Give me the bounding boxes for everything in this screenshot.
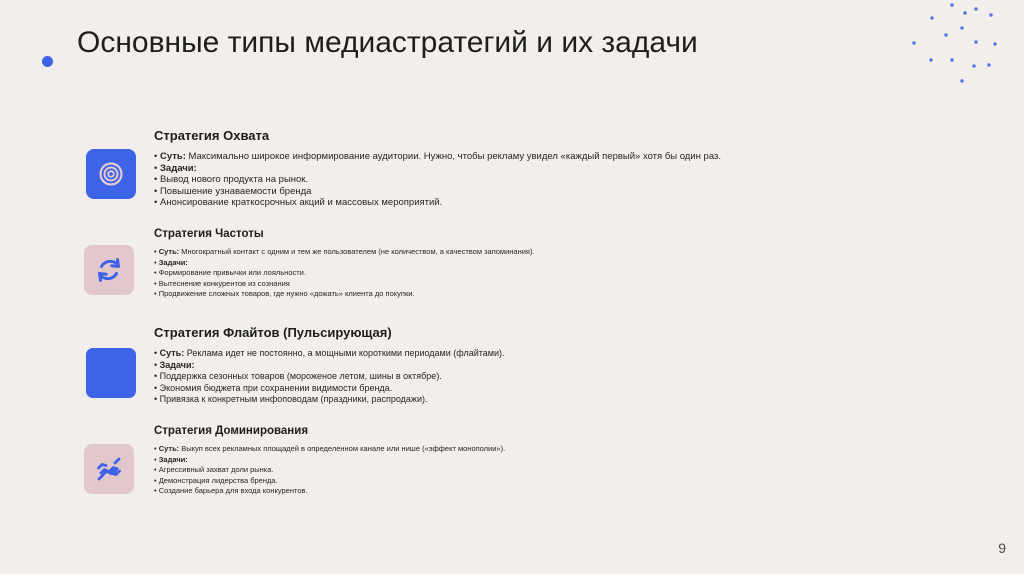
refresh-icon [84, 245, 134, 295]
strategy-title: Стратегия Частоты [154, 228, 264, 240]
handshake-icon [84, 444, 134, 494]
page-title: Основные типы медиастратегий и их задачи [77, 26, 698, 59]
square-icon [86, 348, 136, 398]
strategy-reach [154, 128, 774, 209]
task-line: • Повышение узнаваемости бренда [154, 185, 312, 197]
target-icon-box [86, 149, 136, 199]
tasks-heading: • Задачи: [154, 359, 195, 370]
decorative-dot [42, 56, 53, 67]
tasks-heading: • Задачи: [154, 162, 197, 174]
essence-line: • Суть: Реклама идет не постоянно, а мощными короткими периодами (флайтами). [154, 348, 505, 358]
task-line: • Анонсирование краткосрочных акций и массовых мероприятий. [154, 197, 443, 208]
essence-line: • Суть: Многократный контакт с одним и тем же пользователем (не количеством, а качеством запоминания). [154, 247, 535, 256]
tasks-heading: • Задачи: [154, 257, 188, 267]
task-line: • Экономия бюджета при сохранении видимости бренда. [154, 382, 393, 393]
strategy-flights [154, 325, 774, 406]
strategy-title: Стратегия Флайтов (Пульсирующая) [154, 325, 392, 340]
strategy-frequency [154, 228, 774, 300]
essence-line: • Суть: Выкуп всех рекламных площадей в определенном канале или нише («эффект монополии»). [154, 444, 506, 453]
dot-pattern [900, 0, 1024, 90]
target-icon [86, 149, 136, 199]
tasks-heading: • Задачи: [154, 454, 188, 464]
strategy-dominance [154, 425, 774, 497]
essence-line: • Суть: Максимально широкое информирование аудитории. Нужно, чтобы рекламу увидел «каждый первый» хотя бы один раз. [154, 151, 721, 162]
task-line: • Привязка к конкретным инфоповодам (праздники, распродажи). [154, 394, 428, 404]
task-line: • Продвижение сложных товаров, где нужно «дожать» клиента до покупки. [154, 289, 415, 298]
task-line: • Поддержка сезонных товаров (мороженое летом, шины в октябре). [154, 371, 442, 381]
task-line: • Вывод нового продукта на рынок. [154, 174, 309, 185]
refresh-icon-box [84, 245, 134, 295]
strategy-title: Стратегия Доминирования [154, 425, 309, 437]
task-line: • Демонстрация лидерства бренда. [154, 475, 278, 485]
task-line: • Создание барьера для входа конкурентов. [154, 486, 308, 495]
handshake-icon-box [84, 444, 134, 494]
strategy-title: Стратегия Охвата [154, 128, 270, 143]
task-line: • Агрессивный захват доли рынка. [154, 465, 274, 474]
task-line: • Вытеснение конкурентов из сознания [154, 278, 290, 288]
page-number: 9 [998, 540, 1006, 556]
task-line: • Формирование привычки или лояльности. [154, 268, 306, 277]
